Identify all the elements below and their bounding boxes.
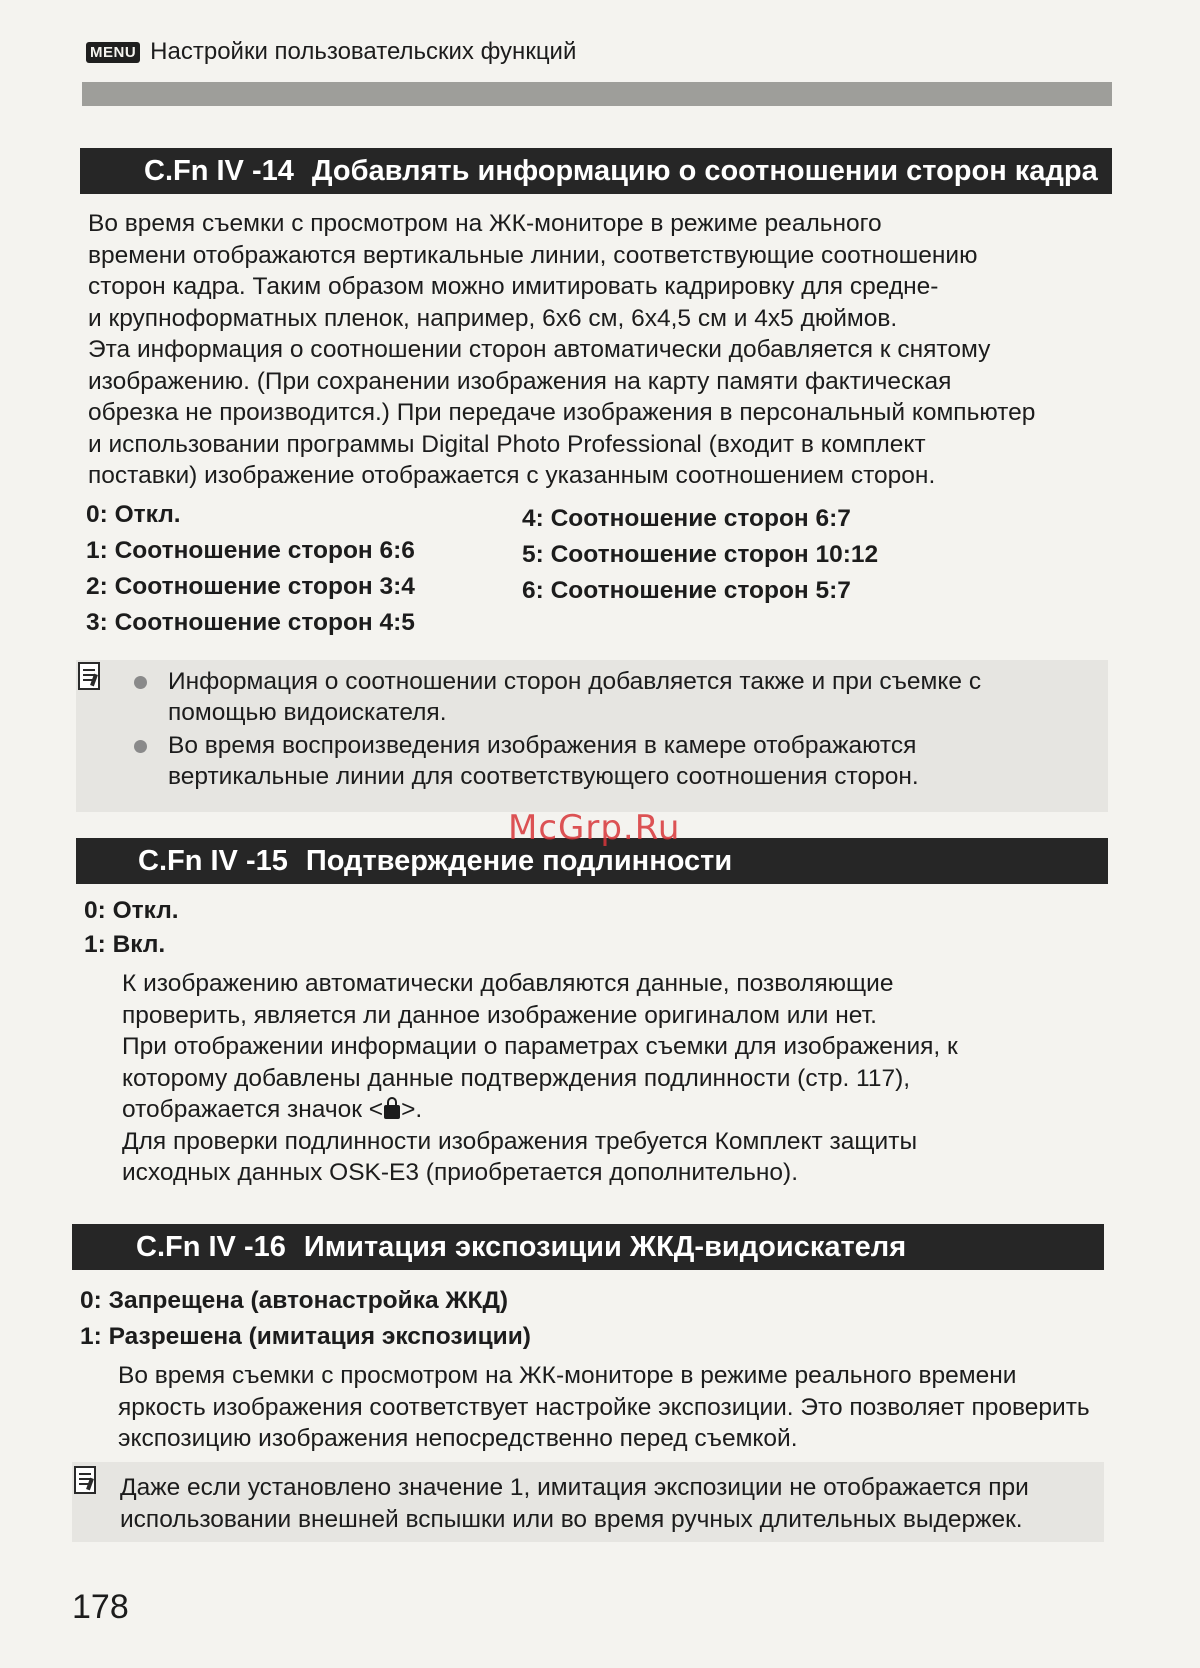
body-paragraph — [122, 1031, 1022, 1126]
menu-icon: MENU — [86, 42, 140, 63]
note-text: Даже если установлено значение 1, имитация экспозиции не отображается при использовании внешней вспышки или во время ручных длительных выдержек. — [120, 1474, 1029, 1533]
body-paragraph: К изображению автоматически добавляются данные, позволяющие проверить, является ли данное изображение оригиналом или нет. — [122, 970, 894, 1029]
note-text: Информация о соотношении сторон добавляется также и при съемке с помощью видоискателя. — [168, 668, 982, 726]
section-16-title — [72, 1224, 1104, 1270]
option-3: 3: Соотношение сторон 4:5 — [86, 609, 415, 636]
section-15-body — [122, 968, 1022, 1189]
body-line: и использовании программы Digital Photo Professional (входит в комплект — [88, 430, 926, 458]
body-line: и крупноформатных пленок, например, 6х6 см, 6х4,5 см и 4х5 дюймов. — [88, 304, 898, 332]
option-0: 0: Откл. — [86, 501, 181, 528]
body-line: поставки) изображение отображается с указанным соотношением сторон. — [88, 462, 936, 489]
note-icon — [78, 662, 100, 690]
note-bullet — [134, 730, 1008, 792]
body-text: При отображении информации о параметрах съемки для изображения, к которому добавлены данные подтверждения подлинности (стр. 117), отображается значок < — [122, 1033, 958, 1123]
option-2: 2: Соотношение сторон 3:4 — [86, 573, 415, 600]
option-4: 4: Соотношение сторон 6:7 — [522, 505, 851, 532]
body-paragraph: Для проверки подлинности изображения требуется Комплект защиты исходных данных OSK-E3 (приобретается дополнительно). — [122, 1127, 918, 1186]
note-bullet — [134, 666, 1008, 728]
section-15-code: C.Fn IV -15 — [138, 845, 288, 877]
option-0: 0: Запрещена (автонастройка ЖКД) — [80, 1287, 509, 1314]
page-header — [86, 38, 576, 66]
section-14-body — [88, 208, 1118, 492]
option-1: 1: Соотношение сторон 6:6 — [86, 537, 415, 564]
header-band — [82, 82, 1112, 106]
section-15-heading: Подтверждение подлинности — [305, 845, 733, 877]
bullet-icon — [134, 740, 147, 753]
bullet-icon — [134, 676, 147, 689]
option-1: 1: Вкл. — [84, 931, 166, 958]
page-header-title: Настройки пользовательских функций — [150, 38, 577, 65]
body-line: Эта информация о соотношении сторон автоматически добавляется к снятому — [88, 336, 991, 363]
section-14-code: C.Fn IV -14 — [144, 155, 294, 187]
section-14-heading: Добавлять информацию о соотношении сторон кадра — [311, 155, 1098, 187]
lock-icon — [384, 1105, 400, 1119]
body-line: сторон кадра. Таким образом можно имитировать кадрировку для средне- — [88, 273, 939, 300]
option-0: 0: Откл. — [84, 897, 179, 924]
section-16-code: C.Fn IV -16 — [136, 1231, 286, 1263]
section-14-title — [80, 148, 1112, 194]
option-5: 5: Соотношение сторон 10:12 — [522, 541, 879, 568]
body-text: >. — [401, 1096, 423, 1123]
body-line: времени отображаются вертикальные линии, соответствующие соотношению — [88, 241, 978, 269]
note-text: Во время воспроизведения изображения в камере отображаются вертикальные линии для соответствующего соотношения сторон. — [168, 732, 919, 790]
body-line: изображению. (При сохранении изображения на карту памяти фактическая — [88, 367, 952, 395]
page-number: 178 — [72, 1588, 129, 1626]
option-6: 6: Соотношение сторон 5:7 — [522, 577, 851, 604]
body-line: обрезка не производится.) При передаче изображения в персональный компьютер — [88, 399, 1036, 426]
section-16-heading: Имитация экспозиции ЖКД-видоискателя — [303, 1231, 907, 1263]
option-1: 1: Разрешена (имитация экспозиции) — [80, 1323, 531, 1350]
note-icon — [74, 1466, 96, 1494]
watermark: McGrp.Ru — [508, 808, 681, 848]
section-16-body: Во время съемки с просмотром на ЖК-мониторе в режиме реального времени яркость изображения соответствует настройке экспозиции. Это позволяет проверить экспозицию изображения непосредственно перед съемкой. — [118, 1362, 1090, 1452]
body-line: Во время съемки с просмотром на ЖК-мониторе в режиме реального — [88, 210, 882, 237]
